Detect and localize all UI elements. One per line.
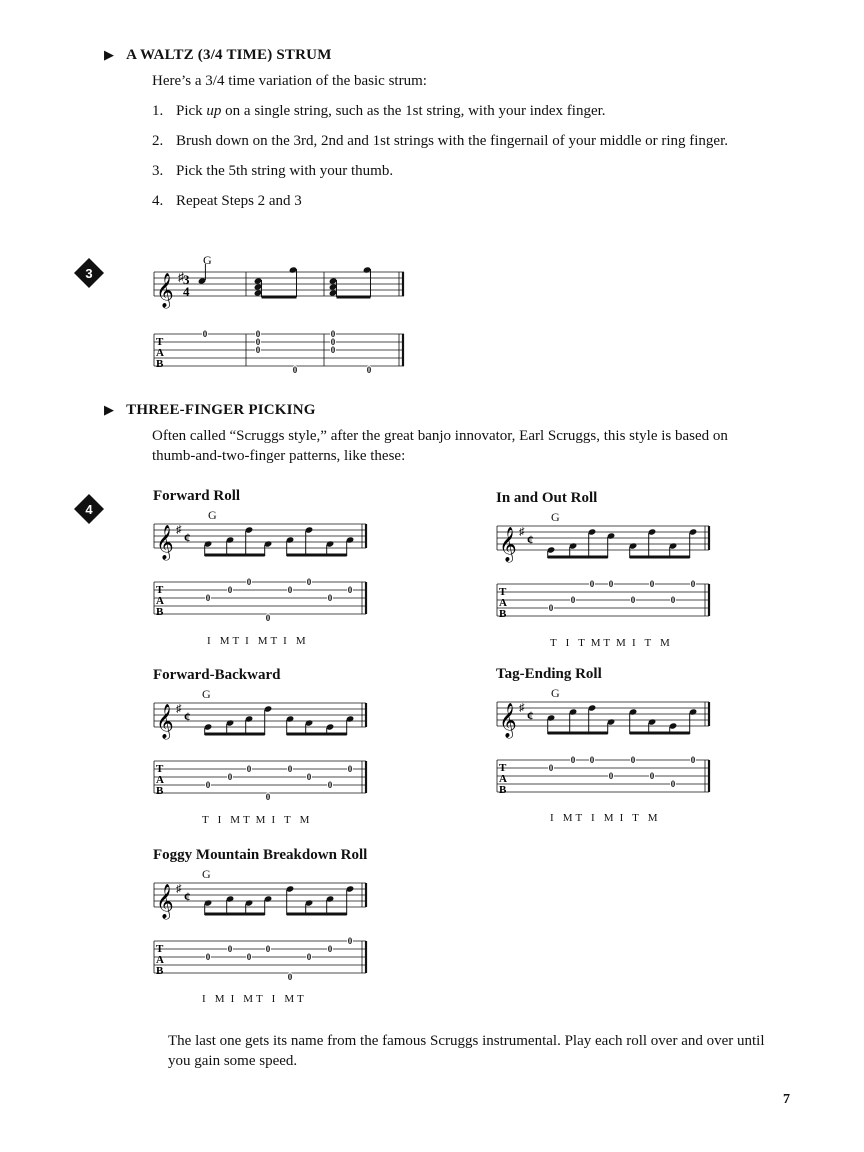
example-title: Foggy Mountain Breakdown Roll (153, 847, 368, 863)
sharp-icon: ♯ (178, 270, 184, 284)
svg-text:T: T (499, 762, 507, 774)
cut-time-icon: ¢ (527, 532, 534, 547)
chord-label: G (202, 687, 211, 701)
svg-text:3: 3 (85, 266, 93, 281)
tab-numbers (203, 329, 372, 375)
svg-text:0: 0 (246, 577, 252, 587)
svg-text:0: 0 (287, 972, 293, 982)
step-item: 2. Brush down on the 3rd, 2nd and 1st strings with the fingernail of your middle or ring finger. (152, 133, 729, 149)
svg-text:0: 0 (570, 595, 576, 605)
svg-text:B: B (156, 785, 164, 797)
example-title: Tag-Ending Roll (496, 666, 602, 682)
svg-text:0: 0 (287, 764, 293, 774)
three-finger-intro: Often called “Scruggs style,” after the great banjo innovator, Earl Scruggs, this style is based on thumb-and-two-finger patterns, like these: (152, 428, 728, 464)
svg-text:B: B (499, 608, 507, 620)
svg-text:A: A (499, 773, 507, 785)
svg-text:A: A (156, 954, 164, 966)
tab-staff (154, 334, 404, 366)
sharp-icon: ♯ (176, 883, 182, 895)
step-item: 1. Pick up on a single string, such as the 1st string, with your index finger. (152, 103, 606, 119)
svg-text:0: 0 (649, 579, 655, 589)
chord-label: G (208, 508, 217, 522)
svg-text:0: 0 (649, 771, 655, 781)
sharp-icon: ♯ (519, 526, 525, 538)
svg-text:T: T (156, 763, 164, 775)
svg-text:0: 0 (690, 579, 696, 589)
svg-text:0: 0 (690, 755, 696, 765)
svg-text:0: 0 (589, 579, 595, 589)
heading-text: A WALTZ (3/4 TIME) STRUM (126, 47, 332, 63)
time-sig-bottom: 4 (183, 284, 190, 299)
svg-text:0: 0 (255, 337, 261, 347)
play-triangle-icon: ▶ (104, 403, 115, 418)
treble-clef-icon: 𝄞 (499, 704, 517, 737)
svg-text:0: 0 (327, 780, 333, 790)
svg-text:0: 0 (347, 764, 353, 774)
svg-text:0: 0 (205, 780, 211, 790)
svg-text:T: T (156, 336, 164, 348)
treble-clef-icon: 𝄞 (156, 705, 174, 738)
svg-text:0: 0 (227, 585, 233, 595)
svg-text:0: 0 (246, 764, 252, 774)
waltz-intro: Here’s a 3/4 time variation of the basic strum: (152, 73, 427, 89)
fingering-label: I M T I M I T M (550, 812, 658, 824)
svg-text:0: 0 (548, 763, 554, 773)
cut-time-icon: ¢ (184, 889, 191, 904)
track-badge-icon (73, 493, 105, 525)
step-item: 3. Pick the 5th string with your thumb. (152, 163, 394, 179)
example-title: Forward Roll (153, 488, 241, 504)
svg-text:0: 0 (287, 585, 293, 595)
svg-text:0: 0 (366, 365, 372, 375)
treble-clef-icon: 𝄞 (156, 526, 174, 559)
svg-text:B: B (156, 965, 164, 977)
svg-text:B: B (156, 606, 164, 618)
section-heading-waltz (104, 47, 332, 64)
svg-text:T: T (156, 584, 164, 596)
treble-clef-icon: 𝄞 (156, 274, 174, 307)
svg-text:B: B (499, 784, 507, 796)
svg-text:T: T (156, 943, 164, 955)
chord-label: G (551, 510, 560, 524)
in-and-out-roll-notation (493, 520, 713, 632)
svg-text:0: 0 (670, 779, 676, 789)
svg-text:0: 0 (347, 585, 353, 595)
play-triangle-icon: ▶ (104, 48, 115, 63)
time-sig-top: 3 (183, 272, 190, 287)
svg-text:0: 0 (548, 603, 554, 613)
svg-text:0: 0 (306, 577, 312, 587)
treble-clef-icon: 𝄞 (156, 885, 174, 918)
svg-text:4: 4 (85, 502, 93, 517)
svg-text:T: T (499, 586, 507, 598)
track-badge-icon (73, 257, 105, 289)
fingering-label: T I T M T M I T M (550, 637, 671, 649)
svg-text:0: 0 (306, 952, 312, 962)
svg-text:0: 0 (347, 936, 353, 946)
example-title: In and Out Roll (496, 490, 598, 506)
svg-text:0: 0 (292, 365, 298, 375)
svg-text:0: 0 (670, 595, 676, 605)
svg-text:0: 0 (227, 772, 233, 782)
svg-text:0: 0 (255, 329, 261, 339)
svg-text:A: A (156, 347, 164, 359)
tag-ending-roll-notation (493, 696, 713, 808)
heading-text: THREE-FINGER PICKING (126, 402, 316, 418)
svg-text:0: 0 (306, 772, 312, 782)
cut-time-icon: ¢ (527, 708, 534, 723)
sharp-icon: ♯ (519, 702, 525, 714)
waltz-steps (152, 101, 752, 221)
staff (154, 272, 404, 296)
chord-label: G (202, 867, 211, 881)
svg-text:0: 0 (330, 337, 336, 347)
cut-time-icon: ¢ (184, 709, 191, 724)
fingering-label: I M I M T I M T (202, 993, 304, 1005)
svg-text:0: 0 (330, 329, 336, 339)
step-item: 4. Repeat Steps 2 and 3 (152, 193, 302, 209)
svg-text:0: 0 (227, 944, 233, 954)
svg-text:0: 0 (608, 771, 614, 781)
section-heading-three-finger (104, 402, 316, 419)
sharp-icon: ♯ (176, 524, 182, 536)
svg-text:0: 0 (265, 613, 271, 623)
svg-text:0: 0 (265, 792, 271, 802)
chord-label: G (203, 253, 212, 267)
svg-text:A: A (156, 595, 164, 607)
svg-text:0: 0 (205, 952, 211, 962)
treble-clef-icon: 𝄞 (499, 528, 517, 561)
svg-text:A: A (499, 597, 507, 609)
closing-paragraph: The last one gets its name from the famous Scruggs instrumental. Play each roll over and over until you gain some speed. (168, 1033, 765, 1069)
foggy-mountain-roll-notation (150, 877, 370, 989)
page-number: 7 (783, 1092, 790, 1107)
svg-text:0: 0 (327, 944, 333, 954)
svg-text:0: 0 (570, 755, 576, 765)
svg-text:0: 0 (327, 593, 333, 603)
svg-text:0: 0 (630, 755, 636, 765)
example-title: Forward-Backward (153, 667, 281, 683)
forward-backward-notation (150, 697, 370, 809)
sharp-icon: ♯ (176, 703, 182, 715)
svg-text:0: 0 (608, 579, 614, 589)
svg-text:0: 0 (202, 329, 208, 339)
svg-text:0: 0 (330, 345, 336, 355)
forward-roll-notation (150, 518, 370, 630)
svg-text:A: A (156, 774, 164, 786)
cut-time-icon: ¢ (184, 530, 191, 545)
fingering-label: I M T I M T I M (207, 635, 306, 647)
chord-label: G (551, 686, 560, 700)
svg-text:0: 0 (630, 595, 636, 605)
fingering-label: T I M T M I T M (202, 814, 310, 826)
svg-text:B: B (156, 358, 164, 370)
svg-text:0: 0 (265, 944, 271, 954)
svg-text:0: 0 (205, 593, 211, 603)
svg-text:0: 0 (255, 345, 261, 355)
svg-text:0: 0 (589, 755, 595, 765)
svg-text:0: 0 (246, 952, 252, 962)
waltz-notation (150, 250, 410, 378)
